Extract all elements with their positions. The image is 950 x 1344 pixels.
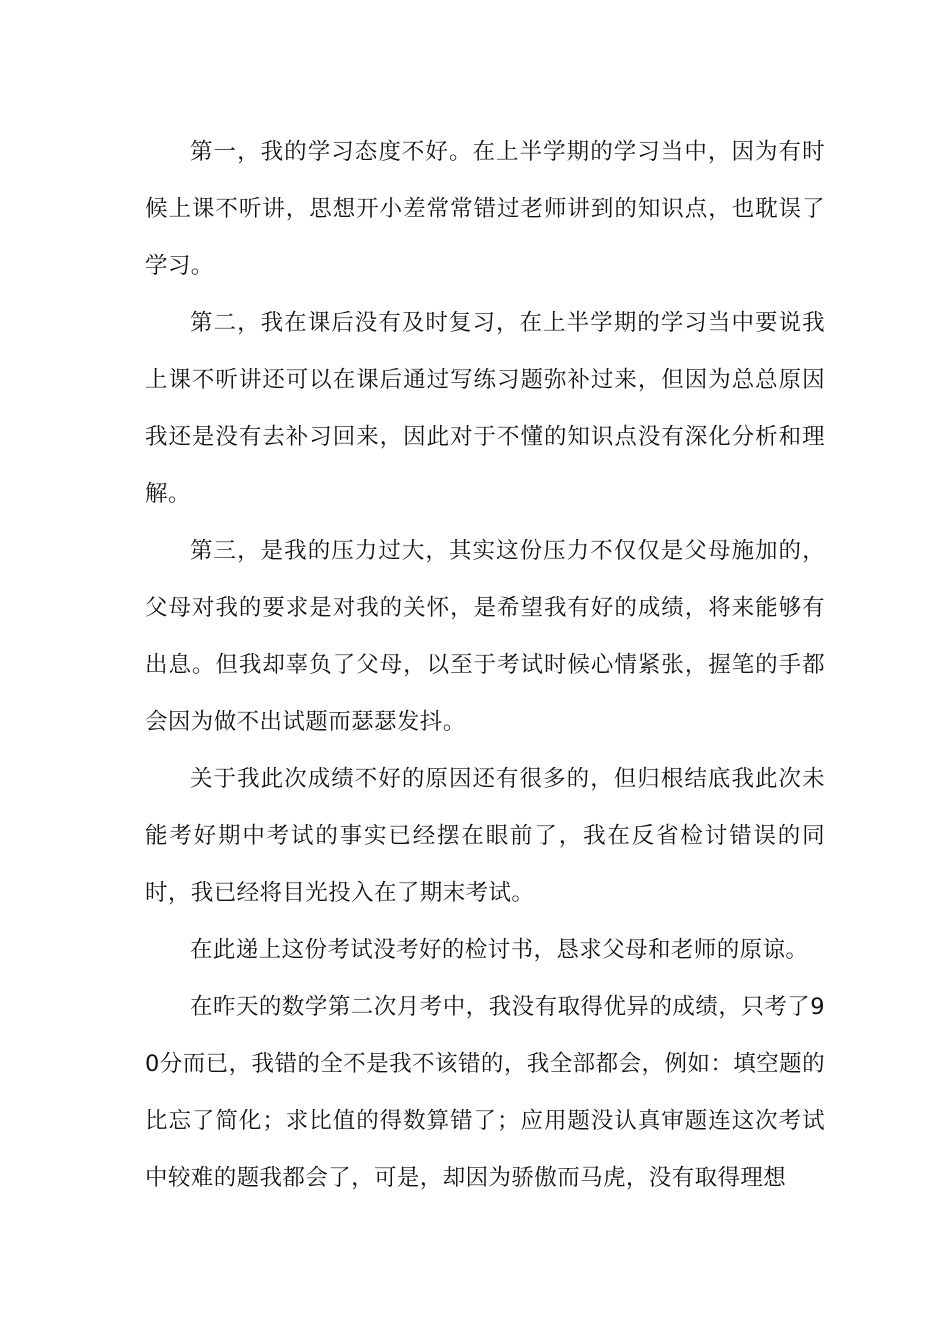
paragraph-pressure: 第三，是我的压力过大，其实这份压力不仅仅是父母施加的，父母对我的要求是对我的关怀，是希望我有好的成绩，将来能够有出息。但我却辜负了父母，以至于考试时候心情紧张，握笔的手都会因为做不出试题而瑟瑟发抖。 [145, 538, 825, 735]
paragraph-attitude: 第一，我的学习态度不好。在上半学期的学习当中，因为有时候上课不听讲，思想开小差常常错过老师讲到的知识点，也耽误了学习。 [145, 139, 825, 279]
paragraph-math-exam: 在昨天的数学第二次月考中，我没有取得优异的成绩，只考了90分而已，我错的全不是我不该错的，我全部都会，例如：填空题的比忘了简化；求比值的得数算错了；应用题没认真审题连这次考试中较难的题我都会了，可是，却因为骄傲而马虎，没有取得理想 [145, 994, 825, 1191]
paragraph-review: 第二，我在课后没有及时复习，在上半学期的学习当中要说我上课不听讲还可以在课后通过写练习题弥补过来，但因为总总原因我还是没有去补习回来，因此对于不懂的知识点没有深化分析和理解。 [145, 310, 825, 507]
paragraph-conclusion: 关于我此次成绩不好的原因还有很多的，但归根结底我此次未能考好期中考试的事实已经摆在眼前了，我在反省检讨错误的同时，我已经将目光投入在了期末考试。 [145, 766, 825, 906]
document-body [145, 124, 825, 1207]
paragraph-apology: 在此递上这份考试没考好的检讨书，恳求父母和老师的原谅。 [190, 937, 809, 963]
